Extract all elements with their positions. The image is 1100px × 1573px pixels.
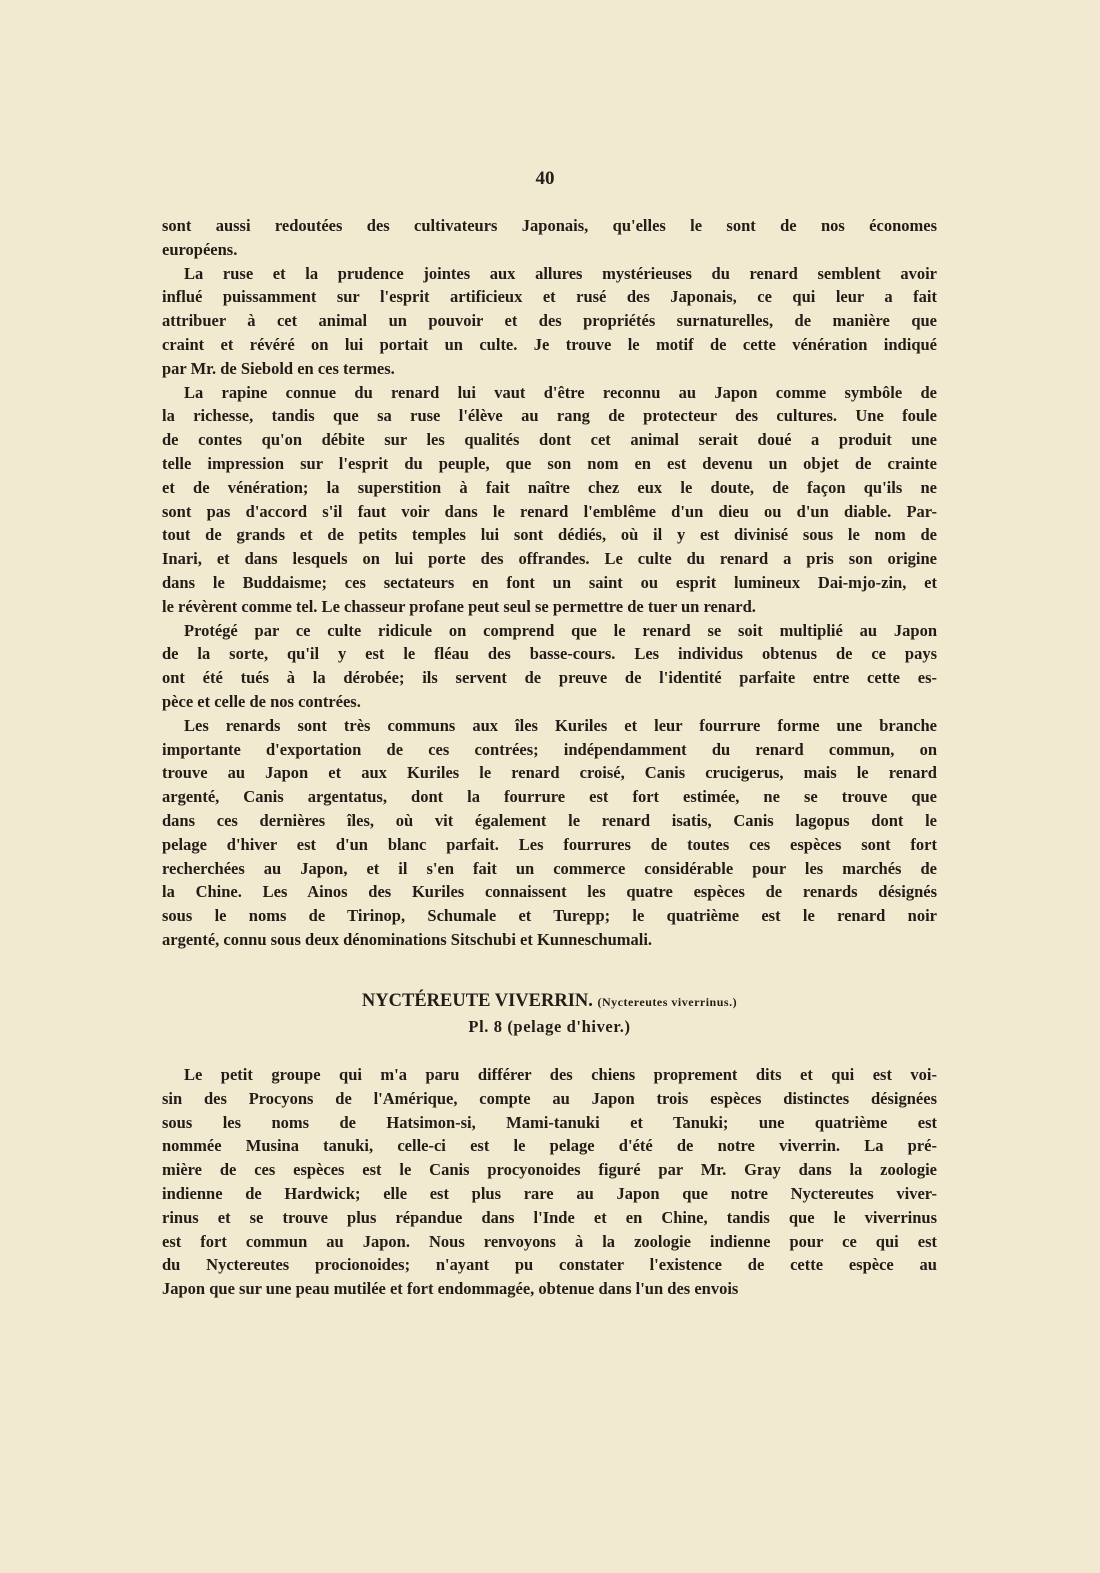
text-line: Les renards sont très communs aux îles Kuriles et leur fourrure forme une branche: [184, 715, 937, 735]
text-line: telle impression sur l'esprit du peuple, que son nom en est devenu un objet de crainte: [162, 453, 937, 473]
text-line: influé puissamment sur l'esprit artificieux et rusé des Japonais, ce qui leur a fait: [162, 287, 937, 307]
text-line: dans ces dernières îles, où vit également le renard isatis, Canis lagopus dont le: [162, 810, 937, 830]
text-line: indienne de Hardwick; elle est plus rare au Japon que notre Nyctereutes viver-: [162, 1183, 937, 1203]
body-text-section-2: [162, 1063, 937, 1301]
text-line: attribuer à cet animal un pouvoir et des propriétés surnaturelles, de manière que: [162, 311, 937, 331]
page-number: 40: [535, 168, 555, 189]
text-line: sin des Procyons de l'Amérique, compte au Japon trois espèces distinctes désignées: [162, 1088, 937, 1108]
text-line: sont pas d'accord s'il faut voir dans le renard l'emblême d'un dieu ou d'un diable. Par-: [162, 501, 937, 521]
text-line: la Chine. Les Ainos des Kuriles connaissent les quatre espèces de renards désignés: [162, 882, 937, 902]
text-line: de la sorte, qu'il y est le fléau des basse-cours. Les individus obtenus de ce pays: [162, 644, 937, 664]
text-line: Inari, et dans lesquels on lui porte des offrandes. Le culte du renard a pris son origine: [162, 549, 937, 569]
paragraph: [162, 1063, 937, 1301]
text-line: par Mr. de Siebold en ces termes.: [162, 358, 395, 378]
body-text-section-1: [162, 214, 937, 952]
paragraph: [162, 262, 937, 381]
text-line: ont été tués à la dérobée; ils servent de preuve de l'identité parfaite entre cette es-: [162, 668, 937, 688]
text-line: La ruse et la prudence jointes aux allures mystérieuses du renard semblent avoir: [184, 263, 937, 283]
text-line: est fort commun au Japon. Nous renvoyons à la zoologie indienne pour ce qui est: [162, 1231, 937, 1251]
text-line: Le petit groupe qui m'a paru différer des chiens proprement dits et qui est voi-: [184, 1065, 937, 1084]
heading-title-line: [162, 988, 937, 1015]
text-line: la richesse, tandis que sa ruse l'élève au rang de protecteur des cultures. Une foule: [162, 406, 937, 426]
text-line: argenté, connu sous deux dénominations Sitschubi et Kunneschumali.: [162, 929, 653, 949]
plate-label: Pl.: [468, 1017, 490, 1036]
paragraph: [162, 214, 937, 262]
text-line: craint et révéré on lui portait un culte. Je trouve le motif de cette vénération indiqué: [162, 334, 937, 354]
text-line: dans le Buddaisme; ces sectateurs en font un saint ou esprit lumineux Dai-mjo-zin, et: [162, 572, 937, 592]
paragraph: [162, 714, 937, 952]
text-line: mière de ces espèces est le Canis procyonoides figuré par Mr. Gray dans la zoologie: [162, 1160, 937, 1180]
section-heading: [162, 988, 937, 1039]
text-line: nommée Musina tanuki, celle-ci est le pelage d'été de notre viverrin. La pré-: [162, 1136, 937, 1156]
text-line: du Nyctereutes procionoides; n'ayant pu constater l'existence de cette espèce au: [162, 1255, 937, 1275]
text-line: trouve au Japon et aux Kuriles le renard croisé, Canis crucigerus, mais le renard: [162, 763, 937, 783]
text-line: sous les noms de Hatsimon-si, Mami-tanuki et Tanuki; une quatrième est: [162, 1112, 937, 1132]
text-line: de contes qu'on débite sur les qualités dont cet animal serait doué a produit une: [162, 430, 937, 450]
text-line: rinus et se trouve plus répandue dans l'Inde et en Chine, tandis que le viverrinus: [162, 1207, 937, 1227]
paragraph: [162, 619, 937, 714]
text-line: sous le noms de Tirinop, Schumale et Turepp; le quatrième est le renard noir: [162, 906, 937, 926]
heading-plate-line: [162, 1015, 937, 1039]
heading-latin-name: (Nyctereutes viverrinus.): [597, 995, 738, 1009]
paragraph: [162, 381, 937, 619]
text-line: le révèrent comme tel. Le chasseur profane peut seul se permettre de tuer un renard.: [162, 596, 756, 616]
text-line: La rapine connue du renard lui vaut d'être reconnu au Japon comme symbôle de: [184, 382, 937, 402]
plate-text: 8 (pelage d'hiver.): [493, 1017, 631, 1036]
text-line: sont aussi redoutées des cultivateurs Japonais, qu'elles le sont de nos économes: [162, 216, 937, 235]
text-line: européens.: [162, 239, 238, 259]
heading-title: NYCTÉREUTE VIVERRIN.: [361, 991, 593, 1011]
text-line: recherchées au Japon, et il s'en fait un commerce considérable pour les marchés de: [162, 858, 937, 878]
text-line: pèce et celle de nos contrées.: [162, 691, 361, 711]
text-line: Japon que sur une peau mutilée et fort endommagée, obtenue dans l'un des envois: [162, 1279, 739, 1299]
text-line: Protégé par ce culte ridicule on comprend que le renard se soit multiplié au Japon: [184, 620, 937, 640]
text-line: pelage d'hiver est d'un blanc parfait. Les fourrures de toutes ces espèces sont fort: [162, 834, 937, 854]
text-line: argenté, Canis argentatus, dont la fourrure est fort estimée, ne se trouve que: [162, 787, 937, 807]
text-line: et de vénération; la superstition à fait naître chez eux le doute, de façon qu'ils ne: [162, 477, 937, 497]
text-line: importante d'exportation de ces contrées; indépendamment du renard commun, on: [162, 739, 937, 759]
text-line: tout de grands et de petits temples lui sont dédiés, où il y est divinisé sous le nom de: [162, 525, 937, 545]
